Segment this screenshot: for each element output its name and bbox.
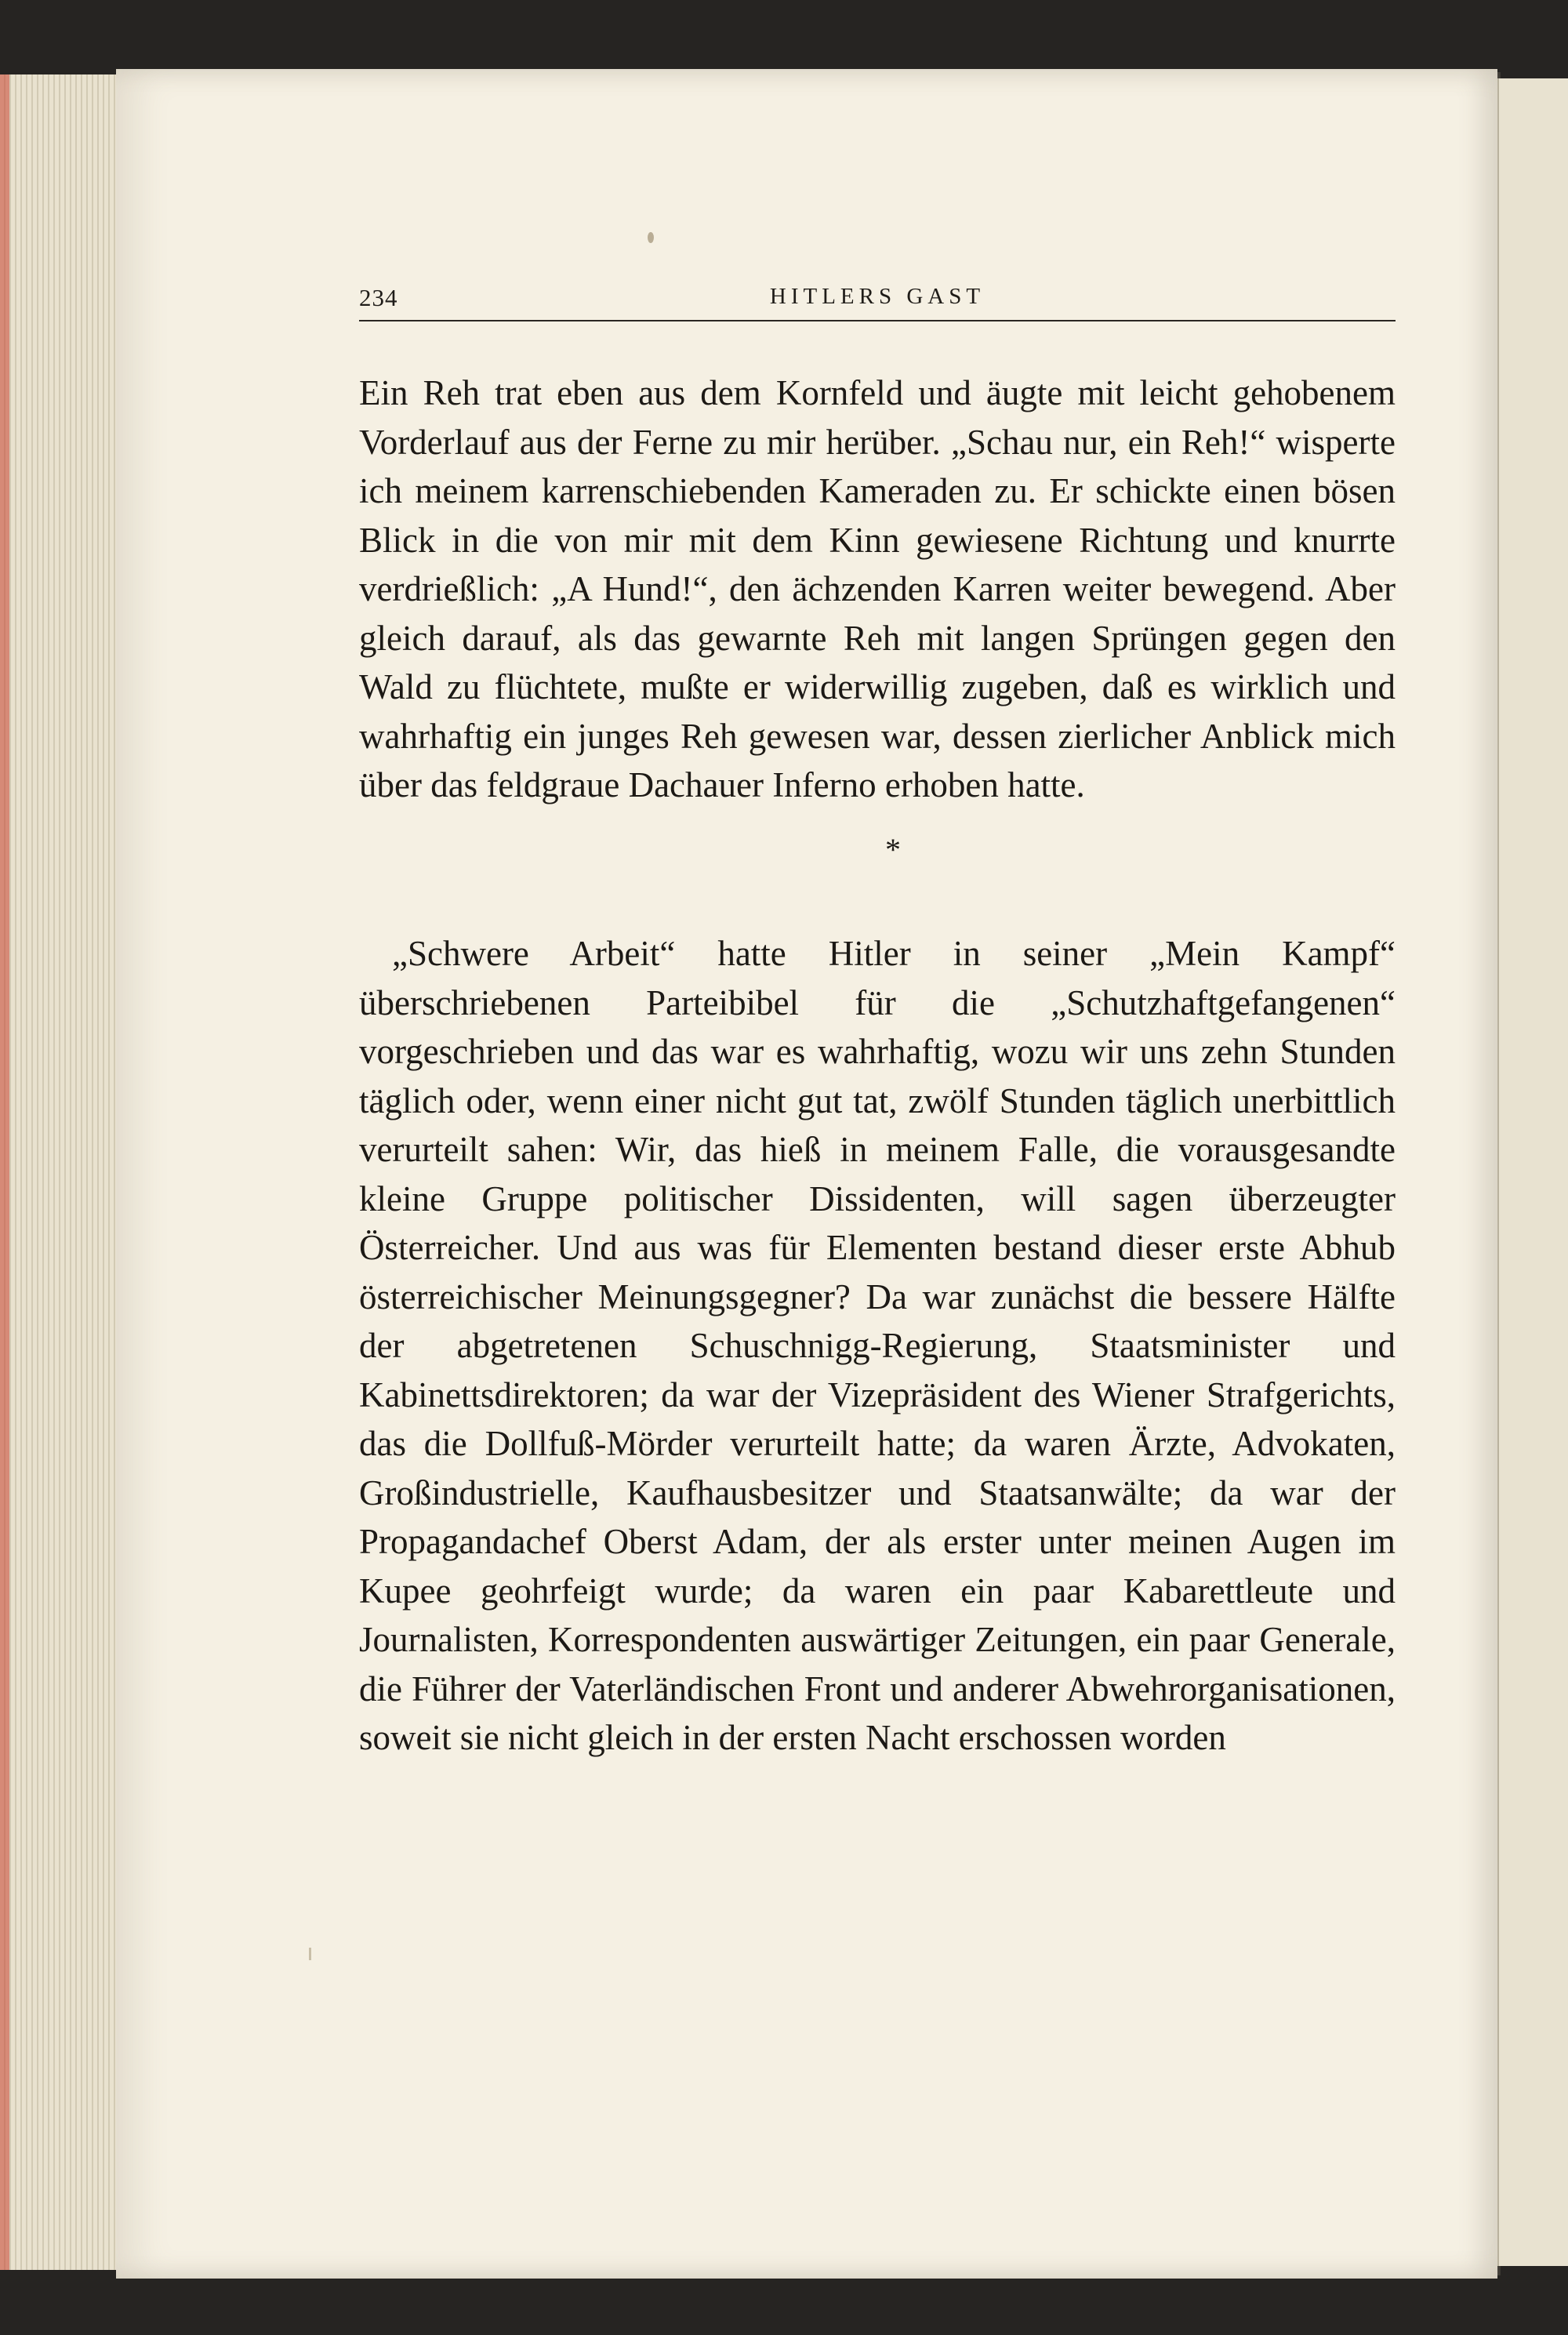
running-head: [359, 284, 1396, 325]
red-edge-stain: [0, 74, 9, 2270]
paragraph: „Schwere Arbeit“ hatte Hitler in seiner „Mein Kampf“ überschriebenen Parteibibel für die „Schutzhaftgefangenen“ vorgeschrieben und das war es wahrhaftig, wozu wir uns zehn Stunden täglich oder, wenn einer nicht gut tat, zwölf Stunden täglich unerbittlich verurteilt sahen: Wir, das hieß in meinem Falle, die vorausgesandte kleine Gruppe politischer Dissidenten, will sagen überzeugter Österreicher. Und aus was für Elementen bestand dieser erste Abhub österreichischer Meinungsgegner? Da war zunächst die bessere Hälfte der abgetretenen Schuschnigg-Regierung, Staatsminister und Kabinettsdirektoren; da war der Vizepräsident des Wiener Strafgerichts, das die Dollfuß-Mörder verurteilt hatte; da waren Ärzte, Advokaten, Großindustrielle, Kaufhausbesitzer und Staatsanwälte; da war der Propagandachef Oberst Adam, der als erster unter meinen Augen im Kupee geohrfeigt wurde; da waren ein paar Kabarettleute und Journalisten, Korrespondenten auswärtiger Zeitungen, ein paar Generale, die Führer der Vaterländischen Front und anderer Abwehrorganisationen, soweit sie nicht gleich in der ersten Nacht erschossen worden: [359, 934, 1396, 1757]
page-number: 234: [359, 284, 398, 311]
header-rule: [359, 320, 1396, 321]
paper-speck: [648, 232, 654, 243]
body-text: [359, 369, 1396, 1763]
paper-mark: [309, 1948, 311, 1960]
facing-page-edge: [1496, 78, 1568, 2266]
running-title: HITLERS GAST: [769, 284, 985, 309]
paragraph: Ein Reh trat eben aus dem Kornfeld und äugte mit leicht gehobenem Vorderlauf aus der Ferne zu mir herüber. „Schau nur, ein Reh!“ wisperte ich meinem karrenschiebenden Kameraden zu. Er schickte einen bösen Blick in die von mir mit dem Kinn gewiesene Richtung und knurrte verdrießlich: „A Hund!“, den ächzenden Karren weiter bewegend. Aber gleich darauf, als das gewarnte Reh mit langen Sprüngen gegen den Wald zu flüchtete, mußte er widerwillig zugeben, daß es wirklich und wahrhaftig ein junges Reh gewesen war, dessen zierlicher Anblick mich über das feldgraue Dachauer Inferno erhoben hatte.: [359, 373, 1396, 804]
section-separator: *: [885, 831, 901, 867]
book-fore-edge: [0, 74, 125, 2270]
